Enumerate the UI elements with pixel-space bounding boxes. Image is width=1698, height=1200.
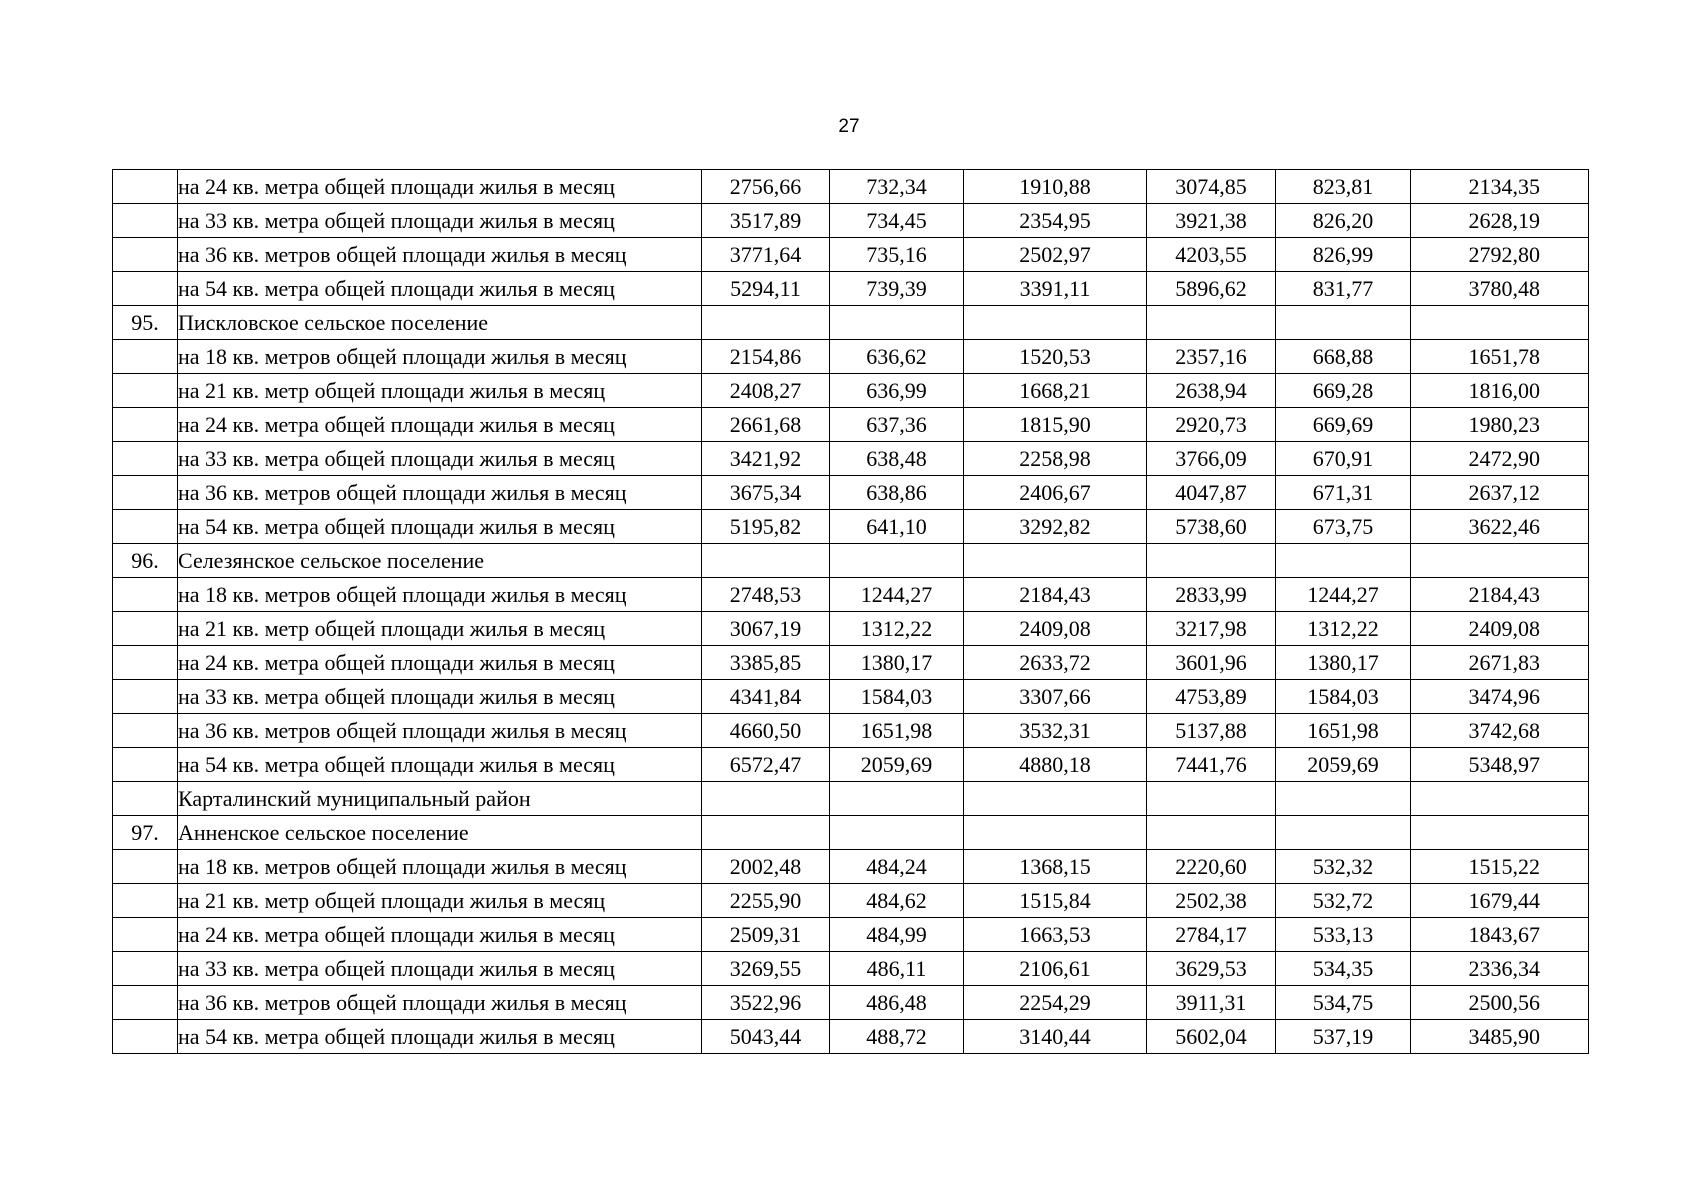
value-cell: 1368,15 xyxy=(964,850,1147,884)
value-cell: 532,72 xyxy=(1276,884,1411,918)
row-label: Селезянское сельское поселение xyxy=(178,544,702,578)
row-number xyxy=(113,204,178,238)
value-cell: 537,19 xyxy=(1276,1020,1411,1054)
value-cell: 1312,22 xyxy=(1276,612,1411,646)
row-number xyxy=(113,578,178,612)
value-cell xyxy=(1411,782,1589,816)
value-cell: 2154,86 xyxy=(702,340,830,374)
value-cell: 2357,16 xyxy=(1147,340,1276,374)
value-cell: 3140,44 xyxy=(964,1020,1147,1054)
value-cell xyxy=(1276,544,1411,578)
value-cell: 669,69 xyxy=(1276,408,1411,442)
value-cell: 2500,56 xyxy=(1411,986,1589,1020)
value-cell: 2059,69 xyxy=(1276,748,1411,782)
value-cell: 4753,89 xyxy=(1147,680,1276,714)
row-label: Анненское сельское поселение xyxy=(178,816,702,850)
value-cell: 1679,44 xyxy=(1411,884,1589,918)
table-row xyxy=(113,714,1589,748)
row-number: 96. xyxy=(113,544,178,578)
table-row xyxy=(113,170,1589,204)
value-cell: 3269,55 xyxy=(702,952,830,986)
value-cell: 2784,17 xyxy=(1147,918,1276,952)
value-cell: 3421,92 xyxy=(702,442,830,476)
value-cell: 735,16 xyxy=(830,238,964,272)
value-cell xyxy=(1147,544,1276,578)
value-cell: 5738,60 xyxy=(1147,510,1276,544)
row-number xyxy=(113,714,178,748)
value-cell: 1520,53 xyxy=(964,340,1147,374)
value-cell: 2661,68 xyxy=(702,408,830,442)
value-cell: 732,34 xyxy=(830,170,964,204)
table-row xyxy=(113,204,1589,238)
value-cell: 1312,22 xyxy=(830,612,964,646)
value-cell: 2106,61 xyxy=(964,952,1147,986)
value-cell: 3074,85 xyxy=(1147,170,1276,204)
value-cell: 1980,23 xyxy=(1411,408,1589,442)
value-cell: 2408,27 xyxy=(702,374,830,408)
value-cell: 1584,03 xyxy=(1276,680,1411,714)
value-cell: 2502,97 xyxy=(964,238,1147,272)
value-cell: 1910,88 xyxy=(964,170,1147,204)
row-number: 97. xyxy=(113,816,178,850)
value-cell: 6572,47 xyxy=(702,748,830,782)
table-row xyxy=(113,918,1589,952)
row-number: 95. xyxy=(113,306,178,340)
value-cell: 3485,90 xyxy=(1411,1020,1589,1054)
row-label: на 21 кв. метр общей площади жилья в месяц xyxy=(178,884,702,918)
value-cell: 636,99 xyxy=(830,374,964,408)
value-cell: 3771,64 xyxy=(702,238,830,272)
value-cell: 7441,76 xyxy=(1147,748,1276,782)
row-number xyxy=(113,918,178,952)
table-row xyxy=(113,340,1589,374)
value-cell: 3780,48 xyxy=(1411,272,1589,306)
row-number xyxy=(113,442,178,476)
value-cell: 638,48 xyxy=(830,442,964,476)
row-number xyxy=(113,272,178,306)
row-number xyxy=(113,238,178,272)
value-cell: 638,86 xyxy=(830,476,964,510)
value-cell: 3292,82 xyxy=(964,510,1147,544)
value-cell xyxy=(1147,782,1276,816)
value-cell: 3911,31 xyxy=(1147,986,1276,1020)
row-label: Пискловское сельское поселение xyxy=(178,306,702,340)
row-label: на 24 кв. метра общей площади жилья в месяц xyxy=(178,170,702,204)
value-cell: 484,99 xyxy=(830,918,964,952)
value-cell: 2409,08 xyxy=(964,612,1147,646)
page-number: 27 xyxy=(838,116,860,137)
row-label: на 21 кв. метр общей площади жилья в месяц xyxy=(178,374,702,408)
row-label: на 36 кв. метров общей площади жилья в месяц xyxy=(178,714,702,748)
row-number xyxy=(113,782,178,816)
value-cell: 2633,72 xyxy=(964,646,1147,680)
value-cell: 1651,98 xyxy=(830,714,964,748)
value-cell: 826,99 xyxy=(1276,238,1411,272)
value-cell: 2920,73 xyxy=(1147,408,1276,442)
value-cell: 734,45 xyxy=(830,204,964,238)
value-cell: 2336,34 xyxy=(1411,952,1589,986)
row-number xyxy=(113,340,178,374)
table-row xyxy=(113,374,1589,408)
value-cell: 2258,98 xyxy=(964,442,1147,476)
value-cell: 2671,83 xyxy=(1411,646,1589,680)
value-cell: 5294,11 xyxy=(702,272,830,306)
value-cell: 1651,78 xyxy=(1411,340,1589,374)
row-label: на 36 кв. метров общей площади жилья в месяц xyxy=(178,238,702,272)
value-cell: 1584,03 xyxy=(830,680,964,714)
value-cell xyxy=(964,816,1147,850)
row-label: на 18 кв. метров общей площади жилья в месяц xyxy=(178,578,702,612)
tariff-table xyxy=(112,169,1589,1054)
value-cell: 3307,66 xyxy=(964,680,1147,714)
value-cell xyxy=(1147,306,1276,340)
value-cell xyxy=(702,544,830,578)
row-number xyxy=(113,952,178,986)
value-cell: 4341,84 xyxy=(702,680,830,714)
value-cell: 826,20 xyxy=(1276,204,1411,238)
table-row xyxy=(113,884,1589,918)
value-cell: 4203,55 xyxy=(1147,238,1276,272)
row-label: на 36 кв. метров общей площади жилья в месяц xyxy=(178,476,702,510)
value-cell: 831,77 xyxy=(1276,272,1411,306)
row-number xyxy=(113,612,178,646)
table-row xyxy=(113,748,1589,782)
value-cell: 636,62 xyxy=(830,340,964,374)
value-cell xyxy=(964,782,1147,816)
value-cell: 1515,22 xyxy=(1411,850,1589,884)
table-row xyxy=(113,578,1589,612)
value-cell: 5348,97 xyxy=(1411,748,1589,782)
value-cell: 671,31 xyxy=(1276,476,1411,510)
value-cell xyxy=(830,306,964,340)
table-row xyxy=(113,850,1589,884)
value-cell xyxy=(1276,306,1411,340)
value-cell: 2833,99 xyxy=(1147,578,1276,612)
value-cell: 3742,68 xyxy=(1411,714,1589,748)
row-number xyxy=(113,476,178,510)
value-cell: 3675,34 xyxy=(702,476,830,510)
value-cell: 2472,90 xyxy=(1411,442,1589,476)
value-cell: 2220,60 xyxy=(1147,850,1276,884)
row-label: на 54 кв. метра общей площади жилья в месяц xyxy=(178,748,702,782)
value-cell xyxy=(964,306,1147,340)
row-number xyxy=(113,510,178,544)
value-cell: 486,48 xyxy=(830,986,964,1020)
value-cell: 3217,98 xyxy=(1147,612,1276,646)
row-number xyxy=(113,850,178,884)
table-row xyxy=(113,272,1589,306)
value-cell: 1515,84 xyxy=(964,884,1147,918)
value-cell: 532,32 xyxy=(1276,850,1411,884)
table-row xyxy=(113,510,1589,544)
table-row xyxy=(113,782,1589,816)
row-number xyxy=(113,748,178,782)
value-cell: 1815,90 xyxy=(964,408,1147,442)
value-cell: 4880,18 xyxy=(964,748,1147,782)
value-cell: 3067,19 xyxy=(702,612,830,646)
value-cell xyxy=(1411,306,1589,340)
value-cell: 1663,53 xyxy=(964,918,1147,952)
table-row xyxy=(113,238,1589,272)
row-number xyxy=(113,408,178,442)
value-cell: 1244,27 xyxy=(830,578,964,612)
row-label: на 33 кв. метра общей площади жилья в месяц xyxy=(178,680,702,714)
value-cell: 2509,31 xyxy=(702,918,830,952)
row-label: на 21 кв. метр общей площади жилья в месяц xyxy=(178,612,702,646)
row-label: на 24 кв. метра общей площади жилья в месяц xyxy=(178,646,702,680)
value-cell: 4047,87 xyxy=(1147,476,1276,510)
value-cell xyxy=(1276,782,1411,816)
row-number xyxy=(113,374,178,408)
table-row xyxy=(113,306,1589,340)
value-cell: 641,10 xyxy=(830,510,964,544)
value-cell: 5602,04 xyxy=(1147,1020,1276,1054)
row-number xyxy=(113,646,178,680)
value-cell: 1668,21 xyxy=(964,374,1147,408)
table-row xyxy=(113,952,1589,986)
value-cell: 3601,96 xyxy=(1147,646,1276,680)
value-cell: 2756,66 xyxy=(702,170,830,204)
row-label: на 33 кв. метра общей площади жилья в месяц xyxy=(178,442,702,476)
value-cell: 3522,96 xyxy=(702,986,830,1020)
value-cell: 673,75 xyxy=(1276,510,1411,544)
value-cell xyxy=(1411,816,1589,850)
row-number xyxy=(113,170,178,204)
value-cell: 2354,95 xyxy=(964,204,1147,238)
value-cell: 5896,62 xyxy=(1147,272,1276,306)
table-row xyxy=(113,544,1589,578)
value-cell: 2184,43 xyxy=(1411,578,1589,612)
value-cell xyxy=(702,306,830,340)
row-label: на 18 кв. метров общей площади жилья в месяц xyxy=(178,340,702,374)
table-row xyxy=(113,646,1589,680)
value-cell: 2502,38 xyxy=(1147,884,1276,918)
value-cell: 1380,17 xyxy=(830,646,964,680)
row-label: на 54 кв. метра общей площади жилья в месяц xyxy=(178,1020,702,1054)
row-label: на 33 кв. метра общей площади жилья в месяц xyxy=(178,952,702,986)
row-label: на 24 кв. метра общей площади жилья в месяц xyxy=(178,918,702,952)
value-cell: 1843,67 xyxy=(1411,918,1589,952)
value-cell xyxy=(1276,816,1411,850)
value-cell: 5137,88 xyxy=(1147,714,1276,748)
value-cell xyxy=(830,544,964,578)
value-cell: 2748,53 xyxy=(702,578,830,612)
value-cell: 823,81 xyxy=(1276,170,1411,204)
value-cell: 3391,11 xyxy=(964,272,1147,306)
value-cell xyxy=(830,782,964,816)
row-number xyxy=(113,680,178,714)
value-cell: 3517,89 xyxy=(702,204,830,238)
value-cell: 3385,85 xyxy=(702,646,830,680)
value-cell: 3629,53 xyxy=(1147,952,1276,986)
table-body xyxy=(113,170,1589,1054)
value-cell: 534,35 xyxy=(1276,952,1411,986)
table-row xyxy=(113,476,1589,510)
table-row xyxy=(113,442,1589,476)
value-cell: 488,72 xyxy=(830,1020,964,1054)
row-label: на 33 кв. метра общей площади жилья в месяц xyxy=(178,204,702,238)
value-cell: 534,75 xyxy=(1276,986,1411,1020)
value-cell: 2409,08 xyxy=(1411,612,1589,646)
value-cell: 2406,67 xyxy=(964,476,1147,510)
row-number xyxy=(113,1020,178,1054)
value-cell: 2628,19 xyxy=(1411,204,1589,238)
row-label: на 24 кв. метра общей площади жилья в месяц xyxy=(178,408,702,442)
table-row xyxy=(113,816,1589,850)
value-cell: 1380,17 xyxy=(1276,646,1411,680)
value-cell: 739,39 xyxy=(830,272,964,306)
value-cell: 533,13 xyxy=(1276,918,1411,952)
value-cell xyxy=(964,544,1147,578)
value-cell: 484,62 xyxy=(830,884,964,918)
value-cell: 3474,96 xyxy=(1411,680,1589,714)
value-cell: 669,28 xyxy=(1276,374,1411,408)
row-number xyxy=(113,986,178,1020)
value-cell: 1651,98 xyxy=(1276,714,1411,748)
value-cell: 2254,29 xyxy=(964,986,1147,1020)
row-label: на 54 кв. метра общей площади жилья в месяц xyxy=(178,272,702,306)
value-cell: 5043,44 xyxy=(702,1020,830,1054)
table-row xyxy=(113,1020,1589,1054)
value-cell: 1816,00 xyxy=(1411,374,1589,408)
value-cell: 2255,90 xyxy=(702,884,830,918)
value-cell: 2184,43 xyxy=(964,578,1147,612)
value-cell: 2134,35 xyxy=(1411,170,1589,204)
value-cell: 1244,27 xyxy=(1276,578,1411,612)
value-cell: 3766,09 xyxy=(1147,442,1276,476)
value-cell xyxy=(1411,544,1589,578)
row-label: на 54 кв. метра общей площади жилья в месяц xyxy=(178,510,702,544)
table-row xyxy=(113,612,1589,646)
value-cell: 484,24 xyxy=(830,850,964,884)
value-cell: 486,11 xyxy=(830,952,964,986)
value-cell: 3921,38 xyxy=(1147,204,1276,238)
value-cell: 4660,50 xyxy=(702,714,830,748)
value-cell: 2638,94 xyxy=(1147,374,1276,408)
value-cell: 2792,80 xyxy=(1411,238,1589,272)
value-cell: 2637,12 xyxy=(1411,476,1589,510)
value-cell: 668,88 xyxy=(1276,340,1411,374)
value-cell: 3532,31 xyxy=(964,714,1147,748)
value-cell xyxy=(702,816,830,850)
value-cell: 2002,48 xyxy=(702,850,830,884)
row-number xyxy=(113,884,178,918)
value-cell: 670,91 xyxy=(1276,442,1411,476)
row-label: на 18 кв. метров общей площади жилья в месяц xyxy=(178,850,702,884)
value-cell: 2059,69 xyxy=(830,748,964,782)
row-label: Карталинский муниципальный район xyxy=(178,782,702,816)
value-cell xyxy=(1147,816,1276,850)
value-cell: 637,36 xyxy=(830,408,964,442)
table-row xyxy=(113,408,1589,442)
value-cell xyxy=(702,782,830,816)
table-row xyxy=(113,680,1589,714)
row-label: на 36 кв. метров общей площади жилья в месяц xyxy=(178,986,702,1020)
value-cell xyxy=(830,816,964,850)
table-row xyxy=(113,986,1589,1020)
value-cell: 5195,82 xyxy=(702,510,830,544)
value-cell: 3622,46 xyxy=(1411,510,1589,544)
